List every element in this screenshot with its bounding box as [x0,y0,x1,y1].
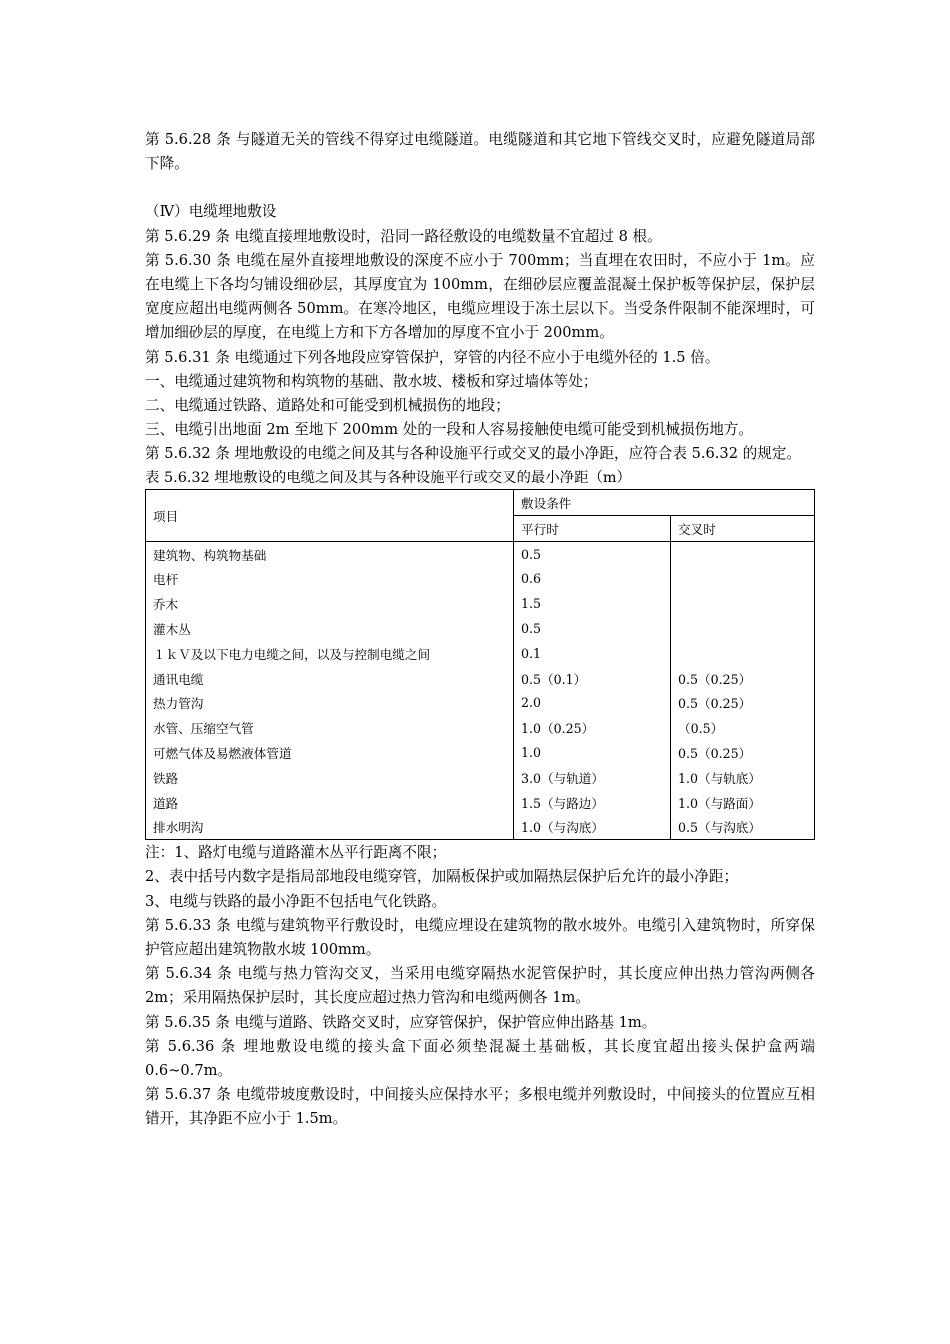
row-parallel: 1.5（与路边） [514,790,671,815]
row-cross: 0.5（与沟底） [671,814,815,839]
note-2: 2、表中括号内数字是指局部地段电缆穿管，加隔板保护或加隔热层保护后允许的最小净距； [145,868,739,886]
table-notes [145,841,815,914]
row-cross: 0.5（0.25） [671,690,815,715]
list-item-3: 三、电缆引出地面 2m 至地下 200mm 处的一段和人容易接触使电缆可能受到机械损伤地方。 [145,421,753,439]
paragraph-5-6-36: 第 5.6.36 条 埋地敷设电缆的接头盒下面必须垫混凝土基础板，其长度宜超出接头保护盒两端 0.6~0.7m。 [145,1037,815,1080]
row-cross [671,566,815,591]
row-item: 热力管沟 [146,690,514,715]
row-parallel: 1.0 [514,740,671,765]
row-parallel: 0.5（0.1） [514,666,671,691]
table-row [146,814,815,839]
table-row [146,616,815,641]
row-parallel: 3.0（与轨道） [514,765,671,790]
table-row [146,541,815,566]
document-page [145,128,815,1132]
table-row [146,690,815,715]
table-caption: 表 5.6.32 埋地敷设的电缆之间及其与各种设施平行或交叉的最小净距（m） [145,469,631,486]
note-1: 注：1、路灯电缆与道路灌木丛平行距离不限； [145,844,447,862]
row-item: 建筑物、构筑物基础 [146,541,514,566]
row-item: 可燃气体及易燃液体管道 [146,740,514,765]
paragraph-5-6-34: 第 5.6.34 条 电缆与热力管沟交叉，当采用电缆穿隔热水泥管保护时，其长度应伸出热力管沟两侧各 2m；采用隔热保护层时，其长度应超过热力管沟和电缆两侧各 1m。 [145,965,815,1007]
table-row [146,666,815,691]
row-cross [671,591,815,616]
row-cross: 0.5（0.25） [671,666,815,691]
paragraph-5-6-35: 第 5.6.35 条 电缆与道路、铁路交叉时，应穿管保护，保护管应伸出路基 1m。 [145,1013,657,1031]
row-item: １ｋＶ及以下电力电缆之间，以及与控制电缆之间 [146,641,514,666]
row-cross [671,541,815,566]
row-item: 水管、压缩空气管 [146,715,514,740]
row-item: 排水明沟 [146,814,514,839]
table-row [146,790,815,815]
row-parallel: 2.0 [514,690,671,715]
row-cross [671,641,815,666]
row-item: 灌木丛 [146,616,514,641]
row-item: 电杆 [146,566,514,591]
row-parallel: 1.5 [514,591,671,616]
row-item: 通讯电缆 [146,666,514,691]
row-parallel: 0.5 [514,616,671,641]
header-item: 项目 [146,489,514,541]
paragraph-5-6-28: 第 5.6.28 条 与隧道无关的管线不得穿过电缆隧道。电缆隧道和其它地下管线交叉时，应避免隧道局部下降。 [145,131,815,173]
header-parallel: 平行时 [514,515,671,541]
list-item-1: 一、电缆通过建筑物和构筑物的基础、散水坡、楼板和穿过墙体等处； [145,372,598,390]
paragraph-5-6-32: 第 5.6.32 条 埋地敷设的电缆之间及其与各种设施平行或交叉的最小净距，应符合表 5.6.32 的规定。 [145,445,802,463]
header-group: 敷设条件 [514,489,815,515]
table-row [146,715,815,740]
row-parallel: 0.1 [514,641,671,666]
section-heading: （Ⅳ）电缆埋地敷设 [145,203,277,221]
table-row [146,740,815,765]
paragraph-5-6-30: 第 5.6.30 条 电缆在屋外直接埋地敷设的深度不应小于 700mm；当直埋在农田时，不应小于 1m。应在电缆上下各均匀铺设细砂层，其厚度宜为 100mm，在细砂层应覆盖混凝土保护板等保护层，保护层宽度应超出电缆两侧各 50mm。在寒冷地区，电缆应埋设于冻土层以下。当受条件限制不能深埋时，可增加细砂层的厚度，在电缆上方和下方各增加的厚度不宜小于 200mm。 [145,251,815,342]
row-cross: 1.0（与路面） [671,790,815,815]
row-item: 乔木 [146,591,514,616]
row-cross: 1.0（与轨底） [671,765,815,790]
note-3: 3、电缆与铁路的最小净距不包括电气化铁路。 [145,892,447,910]
paragraph-5-6-31: 第 5.6.31 条 电缆通过下列各地段应穿管保护，穿管的内径不应小于电缆外径的 1.5 倍。 [145,348,720,366]
header-cross: 交叉时 [671,515,815,541]
row-cross: 0.5（0.25） [671,740,815,765]
row-item: 铁路 [146,765,514,790]
row-item: 道路 [146,790,514,815]
list-item-2: 二、电缆通过铁路、道路处和可能受到机械损伤的地段； [145,397,510,415]
paragraph-5-6-37: 第 5.6.37 条 电缆带坡度敷设时，中间接头应保持水平；多根电缆并列敷设时，中间接头的位置应互相错开，其净距不应小于 1.5m。 [145,1086,815,1128]
paragraph-5-6-29: 第 5.6.29 条 电缆直接埋地敷设时，沿同一路径敷设的电缆数量不宜超过 8 根。 [145,227,662,245]
clearance-table [145,489,815,841]
row-cross: （0.5） [671,715,815,740]
row-parallel: 1.0（0.25） [514,715,671,740]
row-parallel: 0.5 [514,541,671,566]
row-cross [671,616,815,641]
table-row [146,641,815,666]
table-row [146,591,815,616]
row-parallel: 0.6 [514,566,671,591]
table-row [146,765,815,790]
row-parallel: 1.0（与沟底） [514,814,671,839]
table-row [146,566,815,591]
paragraph-5-6-33: 第 5.6.33 条 电缆与建筑物平行敷设时，电缆应埋设在建筑物的散水坡外。电缆引入建筑物时，所穿保护管应超出建筑物散水坡 100mm。 [145,916,815,959]
